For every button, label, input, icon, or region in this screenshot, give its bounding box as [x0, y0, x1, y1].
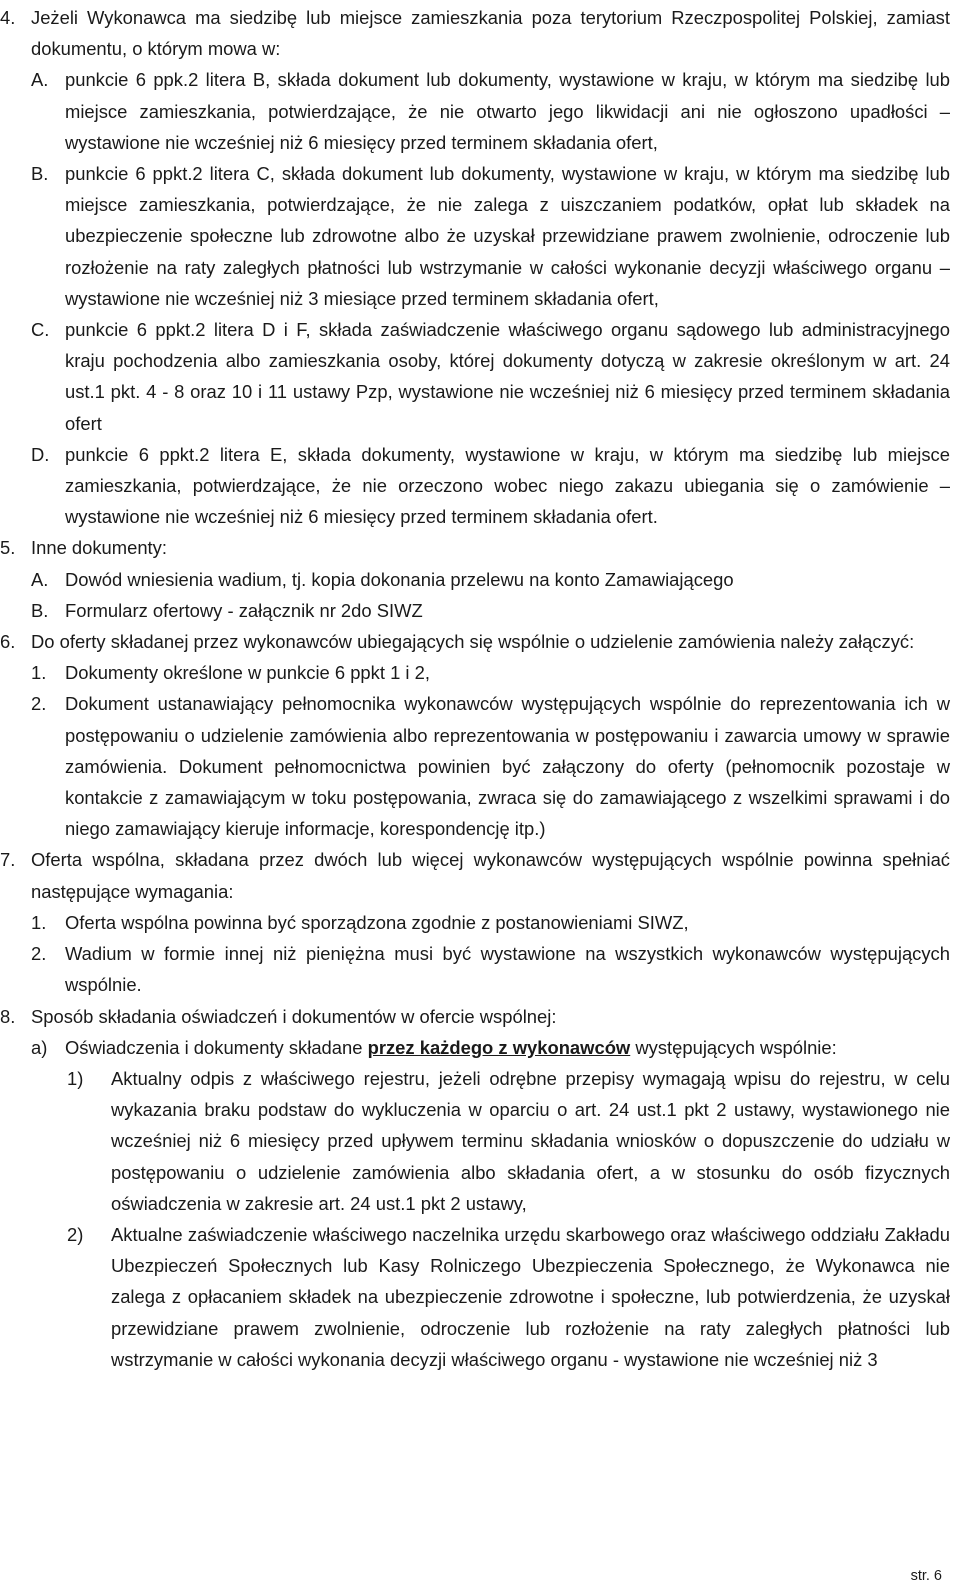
list-item-7 [0, 844, 950, 906]
item-text: punkcie 6 ppkt.2 litera E, składa dokumenty, wystawione w kraju, w którym ma siedzibę lub miejsce zamieszkania, potwierdzające, że nie orzeczono wobec niego zakazu ubiegania się o zamówienie – wystawione nie wcześniej niż 6 miesięcy przed terminem składania ofert. [65, 443, 950, 528]
list-item-6-2 [0, 688, 950, 844]
list-item-6-1 [0, 657, 950, 688]
item-text: Formularz ofertowy - załącznik nr 2do SIWZ [65, 599, 423, 621]
item-number: C. [31, 319, 50, 341]
item-number: 6. [0, 631, 16, 653]
list-item-8a-2 [0, 1219, 950, 1375]
item-number: 1. [31, 662, 47, 684]
item-text: Oferta wspólna, składana przez dwóch lub więcej wykonawców występujących wspólnie powinna spełniać następujące wymagania: [31, 849, 950, 902]
item-number: B. [31, 163, 49, 185]
item-number: D. [31, 443, 50, 465]
list-item-6 [0, 626, 950, 657]
item-number: 2. [31, 693, 47, 715]
item-number: 8. [0, 1005, 16, 1027]
item-text [65, 1032, 950, 1063]
item-number: 5. [0, 537, 16, 559]
page-number: str. 6 [910, 1568, 942, 1584]
item-number: 2) [67, 1223, 84, 1245]
item-text: Dokument ustanawiający pełnomocnika wykonawców występujących wspólnie do reprezentowania ich w postępowaniu o udzielenie zamówienia albo reprezentowania w postępowaniu i zawarcia umowy w sprawie zamówienia. Dokument pełnomocnictwa powinien być załączony do oferty (pełnomocnik pozostaje w kontakcie z zamawiającym w toku postępowania, zwraca się do zamawiającego z wszelkimi sprawami i do niego zamawiający kieruje informacje, korespondencję itp.) [65, 693, 950, 840]
item-text: Aktualne zaświadczenie właściwego naczelnika urzędu skarbowego oraz właściwego oddziału Zakładu Ubezpieczeń Społecznych lub Kasy Rolniczego Ubezpieczenia Społecznego, że Wykonawca nie zalega z opłacaniem składek na ubezpieczenie zdrowotne i społeczne, lub potwierdzenia, że uzyskał przewidziane prawem zwolnienie, odroczenie lub rozłożenie na raty zaległych płatności lub wstrzymanie w całości wykonania decyzji właściwego organu - wystawione nie wcześniej niż 3 [111, 1223, 950, 1370]
list-item-5b [0, 595, 950, 626]
item-text: punkcie 6 ppkt.2 litera D i F, składa zaświadczenie właściwego organu sądowego lub administracyjnego kraju pochodzenia albo zamieszkania osoby, której dokumenty dotyczą w zakresie określonym w art. 24 ust.1 pkt. 4 - 8 oraz 10 i 11 ustawy Pzp, wystawione nie wcześniej niż 6 miesięcy przed terminem składania ofert [65, 319, 950, 434]
item-text-after: występujących wspólnie: [630, 1036, 837, 1058]
list-item-4c [0, 314, 950, 439]
item-number: 1) [67, 1067, 84, 1089]
item-text: Dowód wniesienia wadium, tj. kopia dokonania przelewu na konto Zamawiającego [65, 568, 734, 590]
item-text-before: Oświadczenia i dokumenty składane [65, 1036, 368, 1058]
list-item-7-2 [0, 938, 950, 1000]
list-item-4 [0, 2, 950, 64]
list-item-4d [0, 439, 950, 533]
item-text: Do oferty składanej przez wykonawców ubiegających się wspólnie o udzielenie zamówienia należy załączyć: [31, 631, 915, 653]
underlined-emphasis: przez każdego z wykonawców [367, 1036, 631, 1058]
item-number: B. [31, 599, 49, 621]
item-number: a) [31, 1036, 48, 1058]
item-text: Wadium w formie innej niż pieniężna musi być wystawione na wszystkich wykonawców występujących wspólnie. [65, 943, 950, 996]
item-number: A. [31, 69, 49, 91]
item-number: 2. [31, 943, 47, 965]
list-item-8 [0, 1001, 950, 1032]
list-item-7-1 [0, 907, 950, 938]
item-text: Inne dokumenty: [31, 537, 167, 559]
list-item-4b [0, 158, 950, 314]
item-text: Jeżeli Wykonawca ma siedzibę lub miejsce zamieszkania poza terytorium Rzeczpospolitej Polskiej, zamiast dokumentu, o którym mowa w: [31, 7, 950, 60]
item-text: punkcie 6 ppkt.2 litera C, składa dokument lub dokumenty, wystawione w kraju, w którym ma siedzibę lub miejsce zamieszkania, potwierdzające, że nie zalega z uiszczaniem podatków, opłat lub składek na ubezpieczenie społeczne lub zdrowotne albo że uzyskał przewidziane prawem zwolnienie, odroczenie lub rozłożenie na raty zaległych płatności lub wstrzymanie w całości wykonanie decyzji właściwego organu – wystawione nie wcześniej niż 3 miesiące przed terminem składania ofert, [65, 163, 950, 309]
item-text: Oferta wspólna powinna być sporządzona zgodnie z postanowieniami SIWZ, [65, 911, 689, 933]
item-text: punkcie 6 ppk.2 litera B, składa dokument lub dokumenty, wystawione w kraju, w którym ma siedzibę lub miejsce zamieszkania, potwierdzające, że nie otwarto jego likwidacji ani nie ogłoszono upadłości – wystawione nie wcześniej niż 6 miesięcy przed terminem składania ofert, [65, 69, 950, 153]
item-number: 1. [31, 911, 47, 933]
item-text: Sposób składania oświadczeń i dokumentów w ofercie wspólnej: [31, 1005, 557, 1027]
list-item-8a-1 [0, 1063, 950, 1219]
list-item-8a [0, 1032, 950, 1063]
item-text: Aktualny odpis z właściwego rejestru, jeżeli odrębne przepisy wymagają wpisu do rejestru, w celu wykazania braku podstaw do wykluczenia w oparciu o art. 24 ust.1 pkt 2 ustawy, wystawionego nie wcześniej niż 6 miesięcy przed upływem terminu składania wniosków o dopuszczenie do udziału w postępowaniu o udzielenie zamówienia albo składania ofert, a w stosunku do osób fizycznych oświadczenia w zakresie art. 24 ust.1 pkt 2 ustawy, [111, 1067, 950, 1214]
list-item-4a [0, 64, 950, 158]
item-text: Dokumenty określone w punkcie 6 ppkt 1 i 2, [65, 662, 430, 684]
item-number: A. [31, 568, 49, 590]
item-number: 7. [0, 849, 16, 871]
list-item-5a [0, 564, 950, 595]
list-item-5 [0, 532, 950, 563]
item-number: 4. [0, 7, 16, 28]
